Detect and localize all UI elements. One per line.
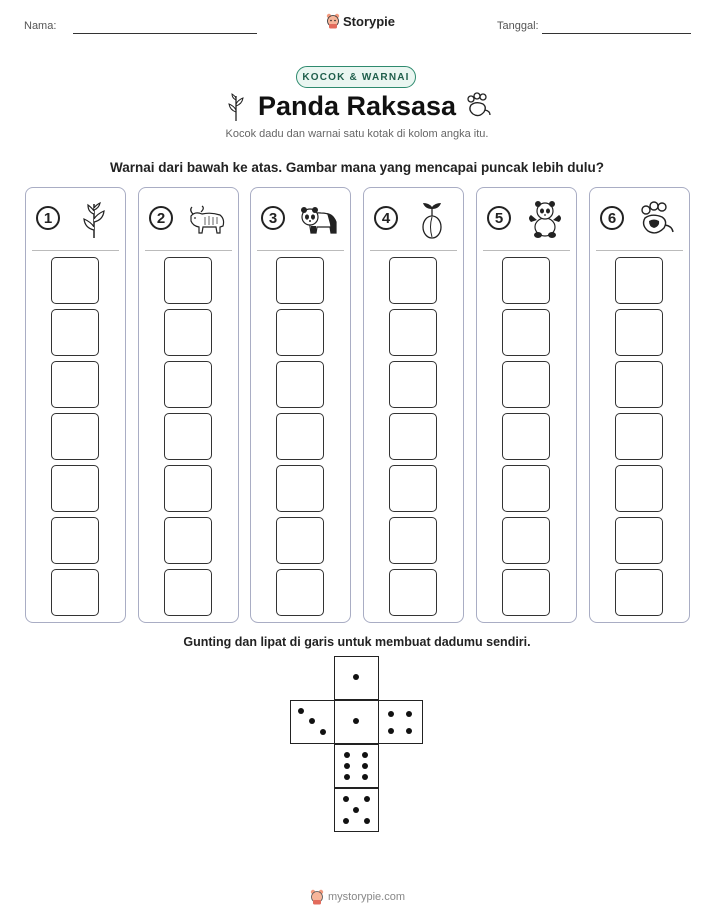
column-divider [596, 250, 683, 251]
color-box[interactable] [389, 517, 437, 564]
activity-badge: KOCOK & WARNAI [296, 66, 416, 88]
color-box[interactable] [502, 361, 550, 408]
color-box[interactable] [389, 413, 437, 460]
die-pip [362, 774, 368, 780]
color-box[interactable] [389, 361, 437, 408]
color-box[interactable] [389, 257, 437, 304]
panda-paw-icon [466, 92, 494, 120]
column-divider [257, 250, 344, 251]
die-pip [343, 818, 349, 824]
die-pip [388, 728, 394, 734]
die-pip [388, 711, 394, 717]
color-box[interactable] [276, 361, 324, 408]
die-face-top [334, 656, 379, 700]
color-box[interactable] [389, 569, 437, 616]
color-box[interactable] [615, 257, 663, 304]
color-box[interactable] [164, 257, 212, 304]
color-box[interactable] [502, 257, 550, 304]
die-pip [364, 796, 370, 802]
color-box[interactable] [615, 569, 663, 616]
die-pip [344, 763, 350, 769]
die-pip [309, 718, 315, 724]
color-box[interactable] [51, 465, 99, 512]
column-number: 3 [261, 206, 285, 230]
die-pip [364, 818, 370, 824]
die-pip [353, 807, 359, 813]
panda-icon [299, 200, 339, 240]
dice-column-5 [476, 187, 577, 623]
name-label: Nama: [24, 20, 57, 32]
color-box[interactable] [51, 413, 99, 460]
dice-column-4 [363, 187, 464, 623]
die-pip [344, 752, 350, 758]
page-title: Panda Raksasa [257, 91, 457, 121]
die-face-right [378, 700, 423, 744]
color-box[interactable] [615, 361, 663, 408]
column-divider [483, 250, 570, 251]
footer-url[interactable]: mystorypie.com [328, 891, 406, 903]
color-box[interactable] [164, 361, 212, 408]
date-line [542, 33, 691, 34]
die-face-center [334, 700, 379, 744]
color-box[interactable] [276, 309, 324, 356]
die-instruction: Gunting dan lipat di garis untuk membuat dadumu sendiri. [183, 635, 531, 649]
color-box[interactable] [51, 257, 99, 304]
color-box[interactable] [615, 413, 663, 460]
color-box[interactable] [389, 309, 437, 356]
color-box[interactable] [502, 413, 550, 460]
die-pip [353, 718, 359, 724]
color-box[interactable] [51, 517, 99, 564]
name-line [73, 33, 257, 34]
dice-column-2 [138, 187, 239, 623]
die-face-left [290, 700, 335, 744]
color-box[interactable] [276, 465, 324, 512]
footer [310, 889, 405, 905]
seed-sprout-icon [412, 200, 452, 240]
color-box[interactable] [615, 517, 663, 564]
die-pip [362, 752, 368, 758]
column-divider [370, 250, 457, 251]
panda-cub-icon [525, 200, 565, 240]
color-box[interactable] [51, 309, 99, 356]
color-box[interactable] [164, 413, 212, 460]
color-box[interactable] [615, 465, 663, 512]
color-box[interactable] [389, 465, 437, 512]
brand-name: Storypie [343, 13, 396, 29]
die-pip [343, 796, 349, 802]
color-box[interactable] [502, 517, 550, 564]
color-box[interactable] [502, 569, 550, 616]
storypie-bear-icon [326, 13, 340, 29]
die-face-back [334, 788, 379, 832]
column-divider [145, 250, 232, 251]
color-box[interactable] [276, 257, 324, 304]
column-number: 2 [149, 206, 173, 230]
color-box[interactable] [164, 465, 212, 512]
panda-paw-icon [638, 200, 678, 240]
die-face-bottom [334, 744, 379, 788]
color-box[interactable] [276, 517, 324, 564]
die-pip [406, 728, 412, 734]
color-box[interactable] [276, 569, 324, 616]
die-pip [344, 774, 350, 780]
column-number: 4 [374, 206, 398, 230]
dice-column-1 [25, 187, 126, 623]
die-pip [406, 711, 412, 717]
color-box[interactable] [502, 465, 550, 512]
column-number: 5 [487, 206, 511, 230]
dice-column-6 [589, 187, 690, 623]
color-box[interactable] [164, 517, 212, 564]
dice-column-3 [250, 187, 351, 623]
column-number: 1 [36, 206, 60, 230]
yak-icon [187, 200, 227, 240]
column-divider [32, 250, 119, 251]
color-box[interactable] [51, 361, 99, 408]
storypie-logo [326, 13, 395, 29]
die-pip [362, 763, 368, 769]
die-pip [298, 708, 304, 714]
die-pip [353, 674, 359, 680]
storypie-bear-icon [310, 889, 324, 905]
die-pip [320, 729, 326, 735]
color-box[interactable] [164, 309, 212, 356]
color-box[interactable] [502, 309, 550, 356]
date-label: Tanggal: [497, 20, 539, 32]
column-number: 6 [600, 206, 624, 230]
page-subtitle: Kocok dadu dan warnai satu kotak di kolom angka itu. [225, 128, 489, 140]
color-box[interactable] [164, 569, 212, 616]
bamboo-sprig-icon [74, 200, 114, 240]
color-box[interactable] [51, 569, 99, 616]
coloring-instruction: Warnai dari bawah ke atas. Gambar mana yang mencapai puncak lebih dulu? [110, 160, 604, 175]
color-box[interactable] [615, 309, 663, 356]
color-box[interactable] [276, 413, 324, 460]
